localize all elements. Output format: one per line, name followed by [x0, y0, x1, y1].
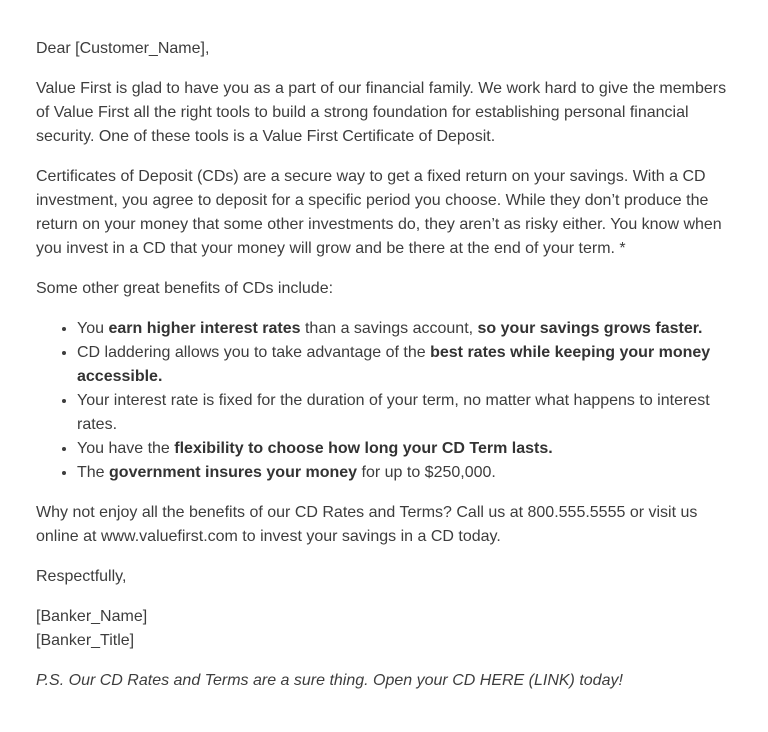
benefit-emphasis: so your savings grows faster.: [477, 320, 703, 337]
benefit-emphasis: government insures your money: [109, 464, 358, 481]
signature-block: [36, 605, 732, 653]
benefit-item: [77, 461, 732, 485]
benefit-item: [77, 341, 732, 389]
benefit-item: [77, 389, 732, 437]
benefit-text: Your interest rate is fixed for the duration of your term, no matter what happens to interest rates.: [77, 392, 710, 433]
call-to-action-paragraph: Why not enjoy all the benefits of our CD Rates and Terms? Call us at 800.555.5555 or visit us online at www.valuefirst.com to invest your savings in a CD today.: [36, 504, 698, 545]
benefit-emphasis: best rates while keeping your money accessible.: [77, 344, 711, 385]
intro-paragraph: Value First is glad to have you as a part of our financial family. We work hard to give the members of Value First all the right tools to build a strong foundation for establishing personal financial security. One of these tools is a Value First Certificate of Deposit.: [36, 80, 727, 145]
benefit-emphasis: earn higher interest rates: [108, 320, 301, 337]
benefit-text: You: [77, 320, 109, 337]
benefit-item: [77, 437, 732, 461]
benefit-text: CD laddering allows you to take advantage of the: [77, 344, 431, 361]
banker-title: [Banker_Title]: [36, 632, 135, 649]
greeting: Dear [Customer_Name],: [36, 40, 210, 57]
benefit-text: for up to $250,000.: [357, 464, 496, 481]
closing: Respectfully,: [36, 568, 127, 585]
benefit-emphasis: flexibility to choose how long your CD Term lasts.: [174, 440, 553, 457]
benefit-text: You have the: [77, 440, 175, 457]
benefit-text: than a savings account,: [300, 320, 478, 337]
cd-explanation-paragraph: Certificates of Deposit (CDs) are a secure way to get a fixed return on your savings. With a CD investment, you agree to deposit for a specific period you choose. While they don’t produce the return on your money that some other investments do, they aren’t as risky either. You know when you invest in a CD that your money will grow and be there at the end of your term. *: [36, 168, 722, 257]
benefit-item: [77, 317, 732, 341]
benefits-intro: Some other great benefits of CDs include:: [36, 280, 334, 297]
benefits-list: [36, 317, 732, 485]
benefit-text: The: [77, 464, 110, 481]
banker-name: [Banker_Name]: [36, 608, 148, 625]
postscript: P.S. Our CD Rates and Terms are a sure thing. Open your CD HERE (LINK) today!: [36, 672, 623, 689]
